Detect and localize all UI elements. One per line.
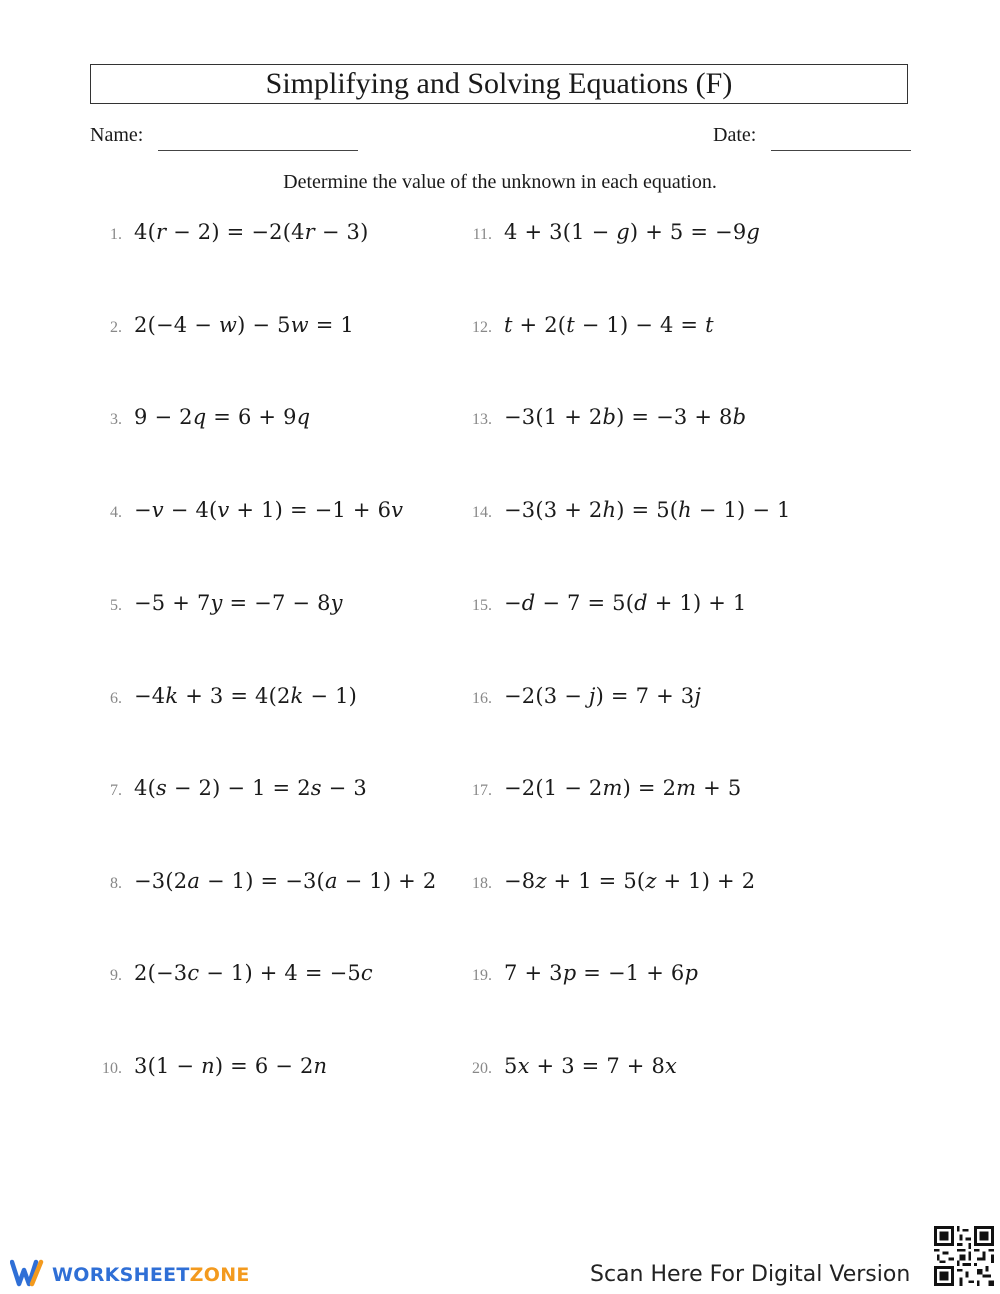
problem-item <box>460 869 755 899</box>
date-field[interactable] <box>771 150 911 151</box>
problem-number: 6. <box>110 690 122 707</box>
problem-item <box>460 498 791 528</box>
problem-equation: −3(1 + 2b) = −3 + 8b <box>504 405 747 429</box>
problem-number: 7. <box>110 782 122 799</box>
problem-item <box>460 220 760 250</box>
problem-equation: −d − 7 = 5(d + 1) + 1 <box>504 591 747 615</box>
problem-equation: 2(−4 − w) − 5w = 1 <box>134 313 354 337</box>
problem-item <box>460 961 698 991</box>
problem-equation: 4(r − 2) = −2(4r − 3) <box>134 220 369 244</box>
problem-number: 5. <box>110 597 122 614</box>
problem-item <box>90 776 367 806</box>
page-title: Simplifying and Solving Equations (F) <box>265 67 733 100</box>
problem-item <box>90 498 403 528</box>
problem-number: 16. <box>472 690 492 707</box>
problem-item <box>90 405 310 435</box>
problem-equation: 4(s − 2) − 1 = 2s − 3 <box>134 776 367 800</box>
date-label: Date: <box>713 124 757 146</box>
scan-prompt: Scan Here For Digital Version <box>590 1262 911 1287</box>
brand-part-worksheet: WORKSHEET <box>52 1264 190 1286</box>
problem-equation: 3(1 − n) = 6 − 2n <box>134 1054 328 1078</box>
problem-equation: 2(−3c − 1) + 4 = −5c <box>134 961 373 985</box>
problem-item <box>460 405 746 435</box>
problem-number: 12. <box>472 319 492 336</box>
problem-number: 9. <box>110 967 122 984</box>
title-box <box>90 64 908 104</box>
problem-item <box>90 1054 327 1084</box>
problem-equation: 4 + 3(1 − g) + 5 = −9g <box>504 220 761 244</box>
problem-equation: −v − 4(v + 1) = −1 + 6v <box>134 498 404 522</box>
problem-number: 8. <box>110 875 122 892</box>
problem-number: 15. <box>472 597 492 614</box>
problem-number: 19. <box>472 967 492 984</box>
problem-equation: −2(1 − 2m) = 2m + 5 <box>504 776 742 800</box>
problem-item <box>90 313 354 343</box>
problem-equation: −3(2a − 1) = −3(a − 1) + 2 <box>134 869 437 893</box>
problem-equation: −4k + 3 = 4(2k − 1) <box>134 684 358 708</box>
name-label: Name: <box>90 124 144 146</box>
problem-number: 3. <box>110 411 122 428</box>
problem-number: 1. <box>110 226 122 243</box>
name-field[interactable] <box>158 150 358 151</box>
problem-item <box>90 684 357 714</box>
problem-item <box>90 220 368 250</box>
problem-item <box>460 591 746 621</box>
problem-equation: −2(3 − j) = 7 + 3j <box>504 684 702 708</box>
problem-number: 10. <box>102 1060 122 1077</box>
problem-number: 11. <box>472 226 492 243</box>
problem-item <box>90 961 373 991</box>
problem-item <box>90 869 436 899</box>
brand-wordmark <box>52 1264 250 1286</box>
problem-number: 20. <box>472 1060 492 1077</box>
problem-equation: 9 − 2q = 6 + 9q <box>134 405 311 429</box>
problem-number: 4. <box>110 504 122 521</box>
problem-equation: 7 + 3p = −1 + 6p <box>504 961 699 985</box>
problem-equation: −3(3 + 2h) = 5(h − 1) − 1 <box>504 498 791 522</box>
problem-item <box>90 591 343 621</box>
problem-equation: t + 2(t − 1) − 4 = t <box>504 313 714 337</box>
problem-number: 18. <box>472 875 492 892</box>
brand-part-zone: ZONE <box>189 1264 250 1286</box>
worksheetzone-logo-icon <box>10 1258 46 1292</box>
problem-equation: −8z + 1 = 5(z + 1) + 2 <box>504 869 756 893</box>
problem-number: 14. <box>472 504 492 521</box>
problem-equation: 5x + 3 = 7 + 8x <box>504 1054 678 1078</box>
brand-logo[interactable] <box>10 1258 250 1292</box>
qr-code-icon[interactable] <box>934 1226 994 1286</box>
instructions: Determine the value of the unknown in each equation. <box>283 171 717 193</box>
problem-equation: −5 + 7y = −7 − 8y <box>134 591 343 615</box>
problem-number: 17. <box>472 782 492 799</box>
problem-number: 2. <box>110 319 122 336</box>
problem-item <box>460 684 701 714</box>
problem-item <box>460 1054 677 1084</box>
problem-item <box>460 313 714 343</box>
problem-number: 13. <box>472 411 492 428</box>
problem-item <box>460 776 741 806</box>
